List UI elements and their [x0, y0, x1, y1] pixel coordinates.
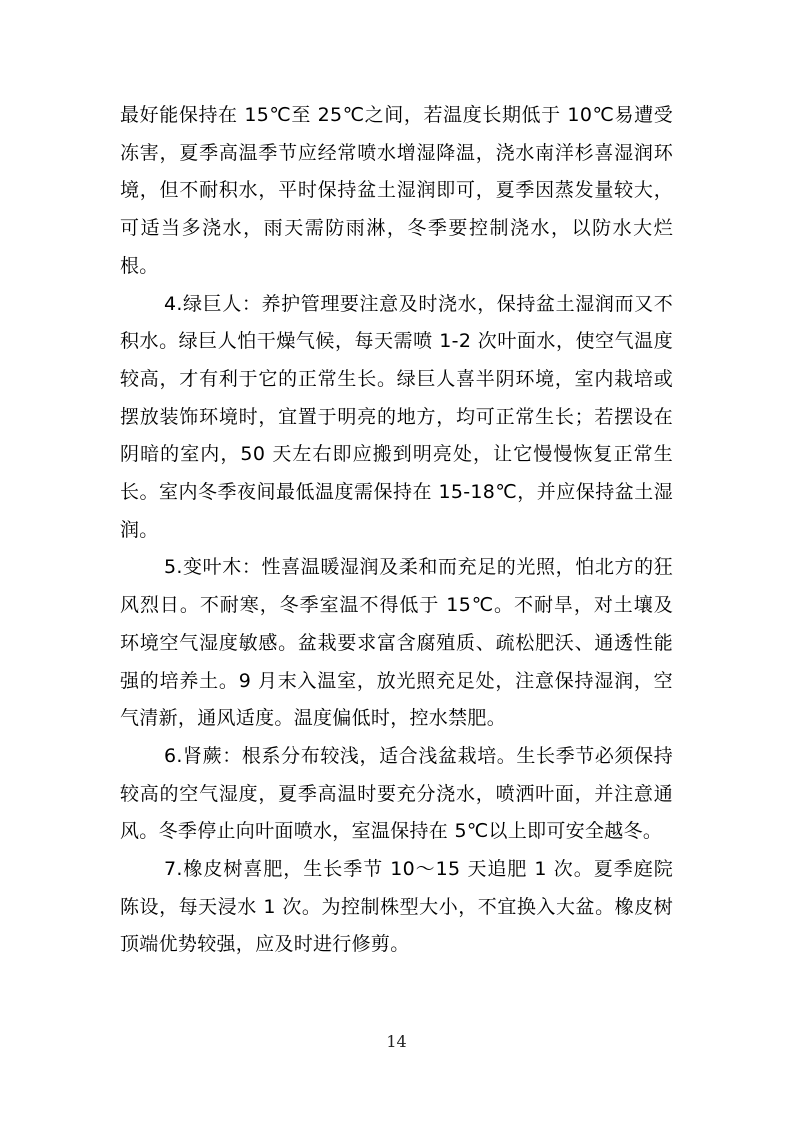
page-number: 14	[386, 1032, 407, 1051]
paragraph-boston-fern: 6.肾蕨：根系分布较浅，适合浅盆栽培。生长季节必须保持较高的空气湿度，夏季高温时要充分浇水，喷洒叶面，并注意通风。冬季停止向叶面喷水，室温保持在 5℃以上即可安全越冬。	[120, 744, 673, 843]
paragraph-green-giant: 4.绿巨人：养护管理要注意及时浇水，保持盆土湿润而又不积水。绿巨人怕干燥气候，每天需喷 1-2 次叶面水，使空气温度较高，才有利于它的正常生长。绿巨人喜半阴环境，室内栽培或摆放装饰环境时，宜置于明亮的地方，均可正常生长；若摆设在阴暗的室内，50 天左右即应搬到明亮处，让它慢慢恢复正常生长。室内冬季夜间最低温度需保持在 15-18℃，并应保持盆土湿润。	[120, 292, 673, 541]
paragraph-rubber-tree: 7.橡皮树喜肥，生长季节 10～15 天追肥 1 次。夏季庭院陈设，每天浸水 1 次。为控制株型大小，不宜换入大盆。橡皮树顶端优势较强，应及时进行修剪。	[120, 858, 673, 956]
document-body	[120, 97, 673, 964]
paragraph-croton: 5.变叶木：性喜温暖湿润及柔和而充足的光照，怕北方的狂风烈日。不耐寒，冬季室温不得低于 15℃。不耐旱，对土壤及环境空气湿度敏感。盆栽要求富含腐殖质、疏松肥沃、通透性能强的培养土。9 月末入温室，放光照充足处，注意保持湿润，空气清新，通风适度。温度偏低时，控水禁肥。	[120, 556, 673, 730]
paragraph-continued: 最好能保持在 15℃至 25℃之间，若温度长期低于 10℃易遭受冻害，夏季高温季节应经常喷水增湿降温，浇水南洋杉喜湿润环境，但不耐积水，平时保持盆土湿润即可，夏季因蒸发量较大，可适当多浇水，雨天需防雨淋，冬季要控制浇水，以防水大烂根。	[120, 104, 673, 277]
